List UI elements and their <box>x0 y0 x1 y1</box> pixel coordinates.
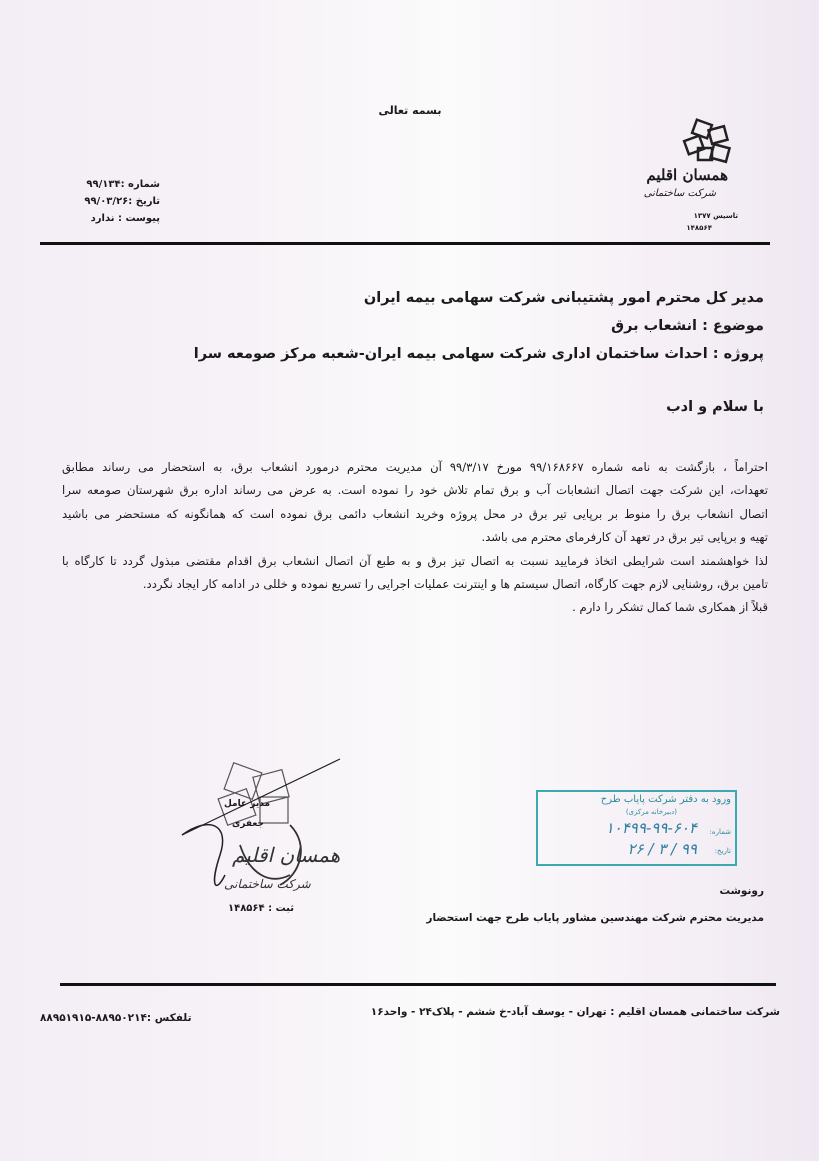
logo-name: همسان اقلیم <box>646 166 728 184</box>
letter-date: تاریخ :۹۹/۰۳/۲۶ <box>84 196 160 207</box>
recipient: مدیر کل محترم امور پشتیبانی شرکت سهامی بیمه ایران <box>363 290 764 306</box>
subject: موضوع : انشعاب برق <box>611 318 764 334</box>
body-line: تعهدات، این شرکت جهت اتصال انشعابات آب و برق تمام تلاش خود را نموده است. به عرض می رساند اداره برق شهرستان صومعه سرا <box>62 483 768 498</box>
cc-line: مدیریت محترم شرکت مهندسین مشاور پایاب طرح جهت استحضار <box>426 912 764 924</box>
cc-label: رونوشت <box>719 885 764 897</box>
body-line: قبلاً از همکاری شما کمال تشکر را دارم . <box>572 600 768 615</box>
company-logo <box>643 118 742 238</box>
footer <box>40 1006 780 1026</box>
stamp-number-label: شماره: <box>709 828 731 836</box>
logo-founded: تاسیس ۱۳۷۷ <box>693 212 738 220</box>
footer-address: شرکت ساختمانی همسان اقلیم : تهران - یوسف آباد-خ ششم - پلاک۲۴ - واحد۱۶ <box>370 1006 780 1018</box>
letter-body <box>62 456 768 620</box>
stamp-title: ورود به دفتر شرکت پایاب طرح <box>600 794 731 805</box>
signature-stamp-name: همسان اقلیم <box>232 843 341 867</box>
letter-number: شماره :۹۹/۱۳۴ <box>86 179 160 190</box>
project: پروژه : احداث ساختمان اداری شرکت سهامی بیمه ایران-شعبه مرکز صومعه سرا <box>193 346 764 362</box>
body-line: لذا خواهشمند است شرایطی اتخاذ فرمایید نسبت به اتصال تیز برق و به طبع آن اتصال انشعاب برق اقدام مقتضی مبذول گردد تا کارگاه با <box>62 553 768 568</box>
logo-reg: ۱۴۸۵۶۴ <box>686 224 712 232</box>
registration-number: ثبت : ۱۴۸۵۶۴ <box>228 903 295 914</box>
stamp-date-value: ۹۹ / ۳ / ۲۶ <box>627 840 697 858</box>
footer-phone: تلفکس :۸۸۹۵۰۲۱۴-۸۸۹۵۱۹۱۵ <box>40 1012 192 1024</box>
signer-name: جعفری <box>232 819 264 829</box>
stamp-subtitle: (دبیرخانه مرکزی) <box>625 808 677 816</box>
signer-title: مدیر عامل <box>224 799 271 809</box>
letter-meta <box>60 176 160 227</box>
body-line: اتصال انشعاب برق را منوط بر برپایی تیر برق در محل پروژه وخرید انشعاب دائمی برق نموده است که همانگونه که مستحضر می باشید <box>62 506 768 521</box>
footer-divider <box>60 983 776 986</box>
logo-mark-icon <box>672 118 752 168</box>
stamp-number-value: ۱۰۴۹۹-۹۹-۶۰۴ <box>605 819 697 837</box>
receipt-stamp <box>536 790 737 866</box>
stamp-date-label: تاریخ: <box>714 847 731 855</box>
letter-attachment: پیوست : ندارد <box>90 213 160 224</box>
signature-stamp-sub: شرکت ساختمانی <box>224 877 311 891</box>
invocation: بسمه تعالی <box>378 104 442 117</box>
header-divider <box>40 242 770 245</box>
greeting: با سلام و ادب <box>666 399 764 415</box>
logo-subtitle: شرکت ساختمانی <box>643 188 716 199</box>
cc-block <box>264 878 764 932</box>
body-line: تامین برق، روشنایی لازم جهت کارگاه، اتصال سیستم ها و اینترنت عملیات اجرایی را تسریع نموده و خللی در ادامه کار ایجاد نگردد. <box>142 577 768 592</box>
address-block <box>34 284 764 368</box>
body-line: احتراماً ، بازگشت به نامه شماره ۹۹/۱۶۸۶۶۷ مورخ ۹۹/۳/۱۷ آن مدیریت محترم درمورد انشعاب برق، به استحضار می رساند مطابق <box>62 460 768 474</box>
body-line: تهیه و برپایی تیر برق در تعهد آن کارفرمای محترم می باشد. <box>481 530 768 545</box>
